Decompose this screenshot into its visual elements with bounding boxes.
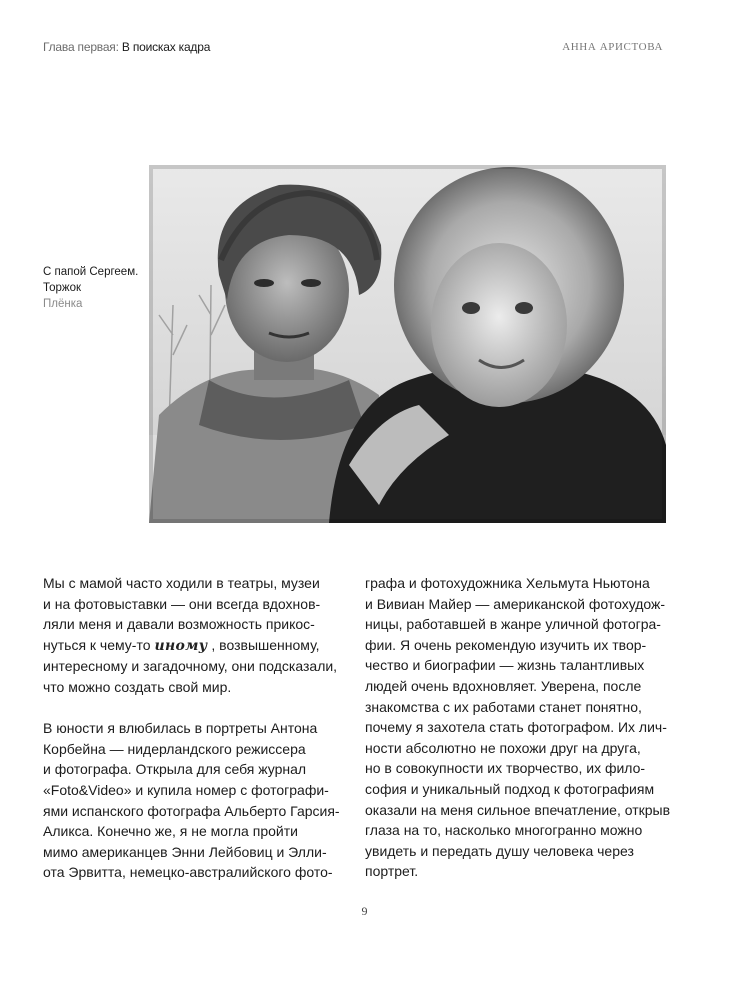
running-header-chapter	[43, 40, 210, 54]
photo-caption	[43, 264, 143, 312]
text-line: ляли меня и давали возможность прикос-	[43, 616, 315, 633]
text-line: почему я захотела стать фотографом. Их лич-	[365, 719, 667, 736]
text-line: знакомства с их работами станет понятно,	[365, 698, 642, 715]
paragraph-3	[365, 573, 671, 882]
text-line: «Foto&Video» и купила номер с фотографи-	[43, 781, 329, 798]
family-photo	[149, 165, 666, 523]
text-column-right	[365, 573, 671, 903]
paragraph-2	[43, 718, 343, 883]
text-line: что можно создать свой мир.	[43, 678, 232, 695]
text-line: и фотографа. Открыла для себя журнал	[43, 761, 307, 778]
text-line: и Вивиан Майер — американской фотохудож-	[365, 595, 666, 612]
text-line: Мы с мамой часто ходили в театры, музеи	[43, 575, 320, 591]
text-column-left	[43, 573, 343, 904]
text-line: графа и фотохудожника Хельмута Ньютона	[365, 575, 650, 591]
family-photo-illustration	[149, 165, 666, 523]
text-line: интересному и загадочному, они подсказали,	[43, 658, 338, 675]
text-line: Корбейна — нидерландского режиссера	[43, 740, 306, 757]
text-fragment: , возвышенному,	[211, 636, 320, 653]
text-line: портрет.	[365, 863, 419, 880]
text-line: ницы, работавшей в жанре уличной фотогра-	[365, 616, 661, 633]
text-line: людей очень вдохновляет. Уверена, после	[365, 677, 642, 694]
text-line: Аликса. Конечно же, я не могла пройти	[43, 823, 298, 840]
text-fragment: нуться к чему-то	[43, 636, 151, 653]
text-line: ота Эрвитта, немецко-австралийского фото-	[43, 864, 333, 881]
text-line: мимо американцев Энни Лейбовиц и Элли-	[43, 843, 327, 860]
running-header-author: АННА АРИСТОВА	[562, 41, 663, 53]
text-line: софия и уникальный подход к фотографиям	[365, 780, 655, 797]
text-line: глаза на то, насколько многогранно можно	[365, 822, 643, 839]
chapter-label: Глава первая:	[43, 40, 119, 54]
text-line	[43, 635, 343, 657]
caption-line-2: Торжок	[43, 282, 82, 294]
text-line: увидеть и передать душу человека через	[365, 842, 634, 859]
text-line: фии. Я очень рекомендую изучить их твор-	[365, 636, 647, 653]
text-line: ями испанского фотографа Альберто Гарсия-	[43, 802, 340, 819]
chapter-title: В поисках кадра	[121, 40, 211, 54]
caption-line-1: С папой Сергеем.	[43, 266, 139, 278]
text-line: и на фотовыставки — они всегда вдохнов-	[43, 595, 321, 612]
text-line: ности абсолютно не похожи друг на друга,	[365, 739, 641, 756]
handwritten-word: иному	[154, 637, 208, 654]
text-line: чество и биографии — жизнь талантливых	[365, 657, 645, 674]
page-number: 9	[361, 904, 368, 918]
text-line: но в совокупности их творчество, их фило-	[365, 760, 646, 777]
paragraph-1	[43, 573, 343, 698]
text-line: В юности я влюбилась в портреты Антона	[43, 720, 318, 737]
caption-note: Плёнка	[43, 298, 83, 310]
text-line: оказали на меня сильное впечатление, открыв	[365, 801, 671, 818]
